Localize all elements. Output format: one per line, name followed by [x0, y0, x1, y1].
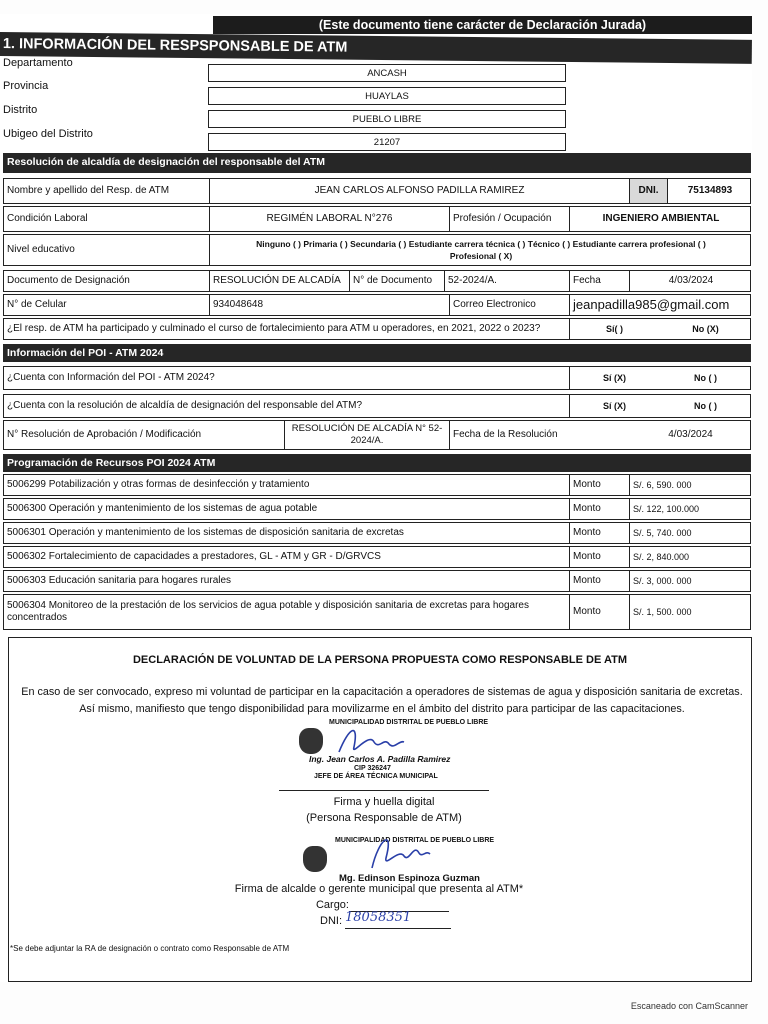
- programacion-bar: Programación de Recursos POI 2024 ATM: [3, 454, 751, 472]
- distrito-value: PUEBLO LIBRE: [208, 110, 566, 128]
- declaration-box: [8, 637, 752, 982]
- resolucion-label: N° Resolución de Aprobación / Modificación: [7, 429, 202, 440]
- nivel-options: [209, 235, 752, 265]
- curso-question: ¿El resp. de ATM ha participado y culminado el curso de fortalecimiento para ATM u operadores, en 2021, 2022 o 2023?: [7, 323, 541, 334]
- nivel-label: Nivel educativo: [7, 244, 75, 255]
- resolucion-row: [3, 420, 751, 450]
- provincia-label: Provincia: [3, 80, 49, 92]
- program-row: [3, 594, 751, 630]
- stamp1-muni: MUNICIPALIDAD DISTRITAL DE PUEBLO LIBRE: [329, 719, 489, 726]
- correo-label: Correo Electronico: [449, 295, 569, 315]
- monto-label: Monto: [569, 595, 629, 629]
- stamp1-name: Ing. Jean Carlos A. Padilla Ramirez: [309, 754, 451, 764]
- dni-handwritten: 18058351: [345, 910, 412, 925]
- profesion-label: Profesión / Ocupación: [449, 207, 569, 231]
- dni-line: [345, 928, 451, 929]
- monto-label: Monto: [569, 571, 629, 591]
- sworn-statement-note: (Este documento tiene carácter de Declaración Jurada): [213, 16, 752, 34]
- fecha-resolucion-label: Fecha de la Resolución: [449, 421, 629, 449]
- alcalde-label: Firma de alcalde o gerente municipal que presenta al ATM*: [234, 883, 524, 895]
- program-desc: 5006304 Monitoreo de la prestación de los servicios de agua potable y disposición sanitaria de excretas para hogares concentrados: [7, 600, 529, 623]
- celular-row: [3, 294, 751, 316]
- monto-label: Monto: [569, 523, 629, 543]
- program-row: [3, 546, 751, 568]
- scanner-watermark: Escaneado con CamScanner: [630, 1001, 748, 1011]
- cargo-label: Cargo:: [315, 899, 349, 911]
- fecha-resolucion-value: 4/03/2024: [668, 429, 713, 440]
- program-monto: S/. 3, 000. 000: [629, 571, 752, 591]
- firma-sub: (Persona Responsable de ATM): [306, 812, 462, 824]
- dni-value: 75134893: [667, 179, 752, 203]
- signature-2-icon: [364, 828, 434, 878]
- municipal-seal-2-icon: [303, 846, 327, 872]
- stamp1-cip: CIP 326247: [354, 765, 391, 772]
- curso-no: No (X): [692, 324, 719, 334]
- poi-q1-no: No ( ): [694, 373, 717, 383]
- provincia-value: HUAYLAS: [208, 87, 566, 105]
- condicion-label: Condición Laboral: [7, 213, 88, 224]
- program-desc: 5006300 Operación y mantenimiento de los sistemas de agua potable: [7, 503, 318, 514]
- profesion-value: INGENIERO AMBIENTAL: [569, 207, 752, 231]
- poi-q1: ¿Cuenta con Información del POI - ATM 2024?: [7, 372, 215, 383]
- stamp1-cargo: JEFE DE ÁREA TÉCNICA MUNICIPAL: [314, 773, 438, 780]
- documento-row: [3, 270, 751, 292]
- poi-q2: ¿Cuenta con la resolución de alcaldía de designación del responsable del ATM?: [7, 400, 363, 411]
- section-title: 1. INFORMACIÓN DEL RESPSPONSABLE DE ATM: [0, 32, 752, 64]
- monto-label: Monto: [569, 547, 629, 567]
- program-desc: 5006301 Operación y mantenimiento de los sistemas de disposición sanitaria de excretas: [7, 527, 404, 538]
- program-monto: S/. 1, 500. 000: [629, 595, 752, 629]
- dni-label: DNI.: [629, 179, 667, 203]
- name-value: JEAN CARLOS ALFONSO PADILLA RAMIREZ: [209, 179, 629, 203]
- poi-q2-si: Sí (X): [569, 395, 659, 417]
- program-row: [3, 474, 751, 496]
- documento-value: RESOLUCIÓN DE ALCADÍA: [209, 271, 349, 291]
- program-row: [3, 570, 751, 592]
- documento-label: Documento de Designación: [7, 275, 130, 286]
- program-monto: S/. 6, 590. 000: [629, 475, 752, 495]
- ubigeo-value: 21207: [208, 133, 566, 151]
- poi-q1-row: [3, 366, 751, 390]
- nivel-row: [3, 234, 751, 266]
- program-monto: S/. 2, 840.000: [629, 547, 752, 567]
- footnote: *Se debe adjuntar la RA de designación o contrato como Responsable de ATM: [10, 944, 290, 953]
- poi-q2-row: [3, 394, 751, 418]
- firma-label: Firma y huella digital: [333, 796, 435, 808]
- program-desc: 5006303 Educación sanitaria para hogares rurales: [7, 575, 232, 586]
- monto-label: Monto: [569, 475, 629, 495]
- declaration-title: DECLARACIÓN DE VOLUNTAD DE LA PERSONA PROPUESTA COMO RESPONSABLE DE ATM: [132, 654, 627, 666]
- stamp2-name: Mg. Edinson Espinoza Guzman: [339, 873, 480, 884]
- document-page: [0, 14, 752, 982]
- poi-q1-si: Sí (X): [569, 367, 659, 389]
- nivel-line2: Profesional ( X): [449, 251, 513, 261]
- distrito-label: Distrito: [3, 104, 38, 116]
- program-desc: 5006302 Fortalecimiento de capacidades a prestadores, GL - ATM y GR - D/GRVCS: [7, 551, 381, 562]
- program-monto: S/. 5, 740. 000: [629, 523, 752, 543]
- program-row: [3, 498, 751, 520]
- departamento-value: ANCASH: [208, 64, 566, 82]
- designation-bar: Resolución de alcaldía de designación del responsable del ATM: [3, 153, 751, 173]
- declaration-body: En caso de ser convocado, expreso mi voluntad de participar en la capacitación a operadores de sistemas de agua y disposición sanitaria de excretas. Así mismo, manifiesto que tengo disponibilidad para movilizarme en el ámbito del distrito para participar de las capacitaciones.: [21, 686, 743, 715]
- name-label: Nombre y apellido del Resp. de ATM: [7, 185, 170, 196]
- name-row: [3, 178, 751, 204]
- ubigeo-label: Ubigeo del Distrito: [3, 128, 93, 140]
- program-desc: 5006299 Potabilización y otras formas de desinfección y tratamiento: [7, 479, 310, 490]
- program-row: [3, 522, 751, 544]
- celular-value: 934048648: [209, 295, 449, 315]
- signature-line-1: [279, 790, 489, 791]
- fecha-label: Fecha: [569, 271, 629, 291]
- curso-si: Sí( ): [569, 319, 659, 339]
- stamp2-muni: MUNICIPALIDAD DISTRITAL DE PUEBLO LIBRE: [335, 837, 495, 844]
- correo-value: jeanpadilla985@gmail.com: [569, 295, 752, 315]
- monto-label: Monto: [569, 499, 629, 519]
- program-monto: S/. 122, 100.000: [629, 499, 752, 519]
- celular-label: N° de Celular: [7, 299, 67, 310]
- dni-sign-label: DNI:: [320, 915, 342, 927]
- condicion-value: REGIMÉN LABORAL N°276: [209, 207, 449, 231]
- fecha-value: 4/03/2024: [629, 271, 752, 291]
- poi-q2-no: No ( ): [694, 401, 717, 411]
- poi-bar: Información del POI - ATM 2024: [3, 344, 751, 362]
- municipal-seal-icon: [299, 728, 323, 754]
- curso-row: [3, 318, 751, 340]
- departamento-label: Departamento: [3, 57, 73, 69]
- condicion-row: [3, 206, 751, 232]
- num-doc-label: N° de Documento: [349, 271, 444, 291]
- resolucion-value: RESOLUCIÓN DE ALCADÍA N° 52-2024/A.: [284, 421, 449, 449]
- nivel-line1: Ninguno ( ) Primaria ( ) Secundaria ( ) Estudiante carrera técnica ( ) Técnico ( ) Estudiante carrera profesional ( ): [256, 239, 706, 249]
- num-doc-value: 52-2024/A.: [444, 271, 569, 291]
